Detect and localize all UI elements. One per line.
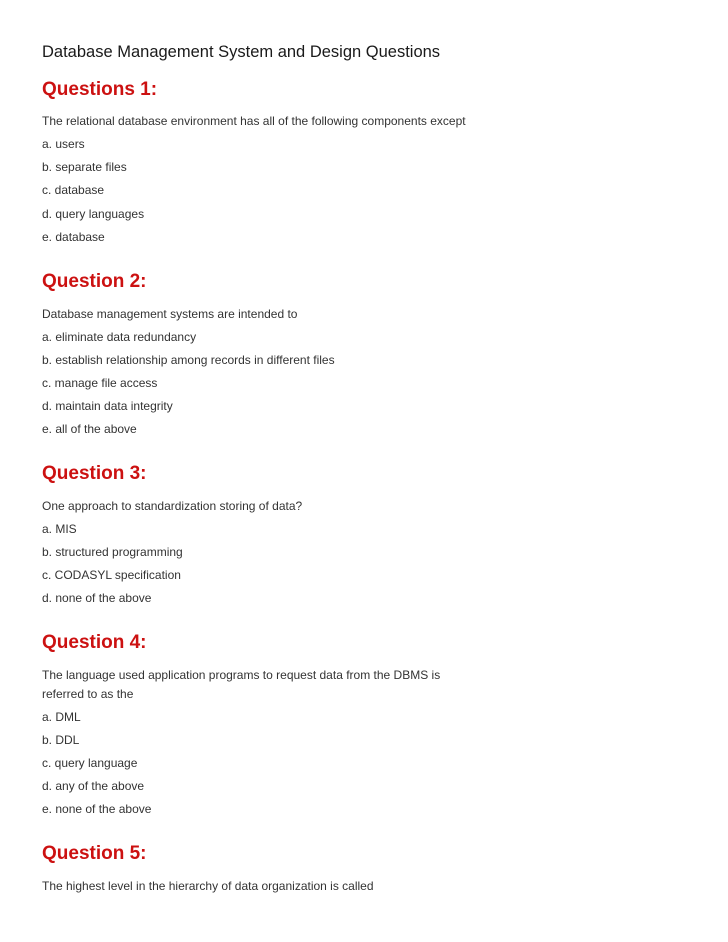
question-4-option-b: b. DDL [42, 733, 80, 747]
question-1-option-d: d. query languages [42, 207, 145, 221]
question-4-prompt-line-1: The language used application programs to request data from the DBMS is [42, 668, 441, 682]
question-2-heading: Question 2: [42, 271, 147, 292]
question-4-heading: Question 4: [42, 632, 147, 653]
question-2-option-b: b. establish relationship among records in different files [42, 353, 335, 367]
question-5-heading: Question 5: [42, 843, 147, 864]
question-1-prompt: The relational database environment has all of the following components except [42, 114, 466, 128]
question-4-option-c: c. query language [42, 756, 138, 770]
question-1-option-b: b. separate files [42, 160, 127, 174]
question-2-prompt: Database management systems are intended to [42, 307, 298, 321]
question-2-option-a: a. eliminate data redundancy [42, 330, 197, 344]
question-4-option-a: a. DML [42, 710, 81, 724]
question-2-option-e: e. all of the above [42, 422, 137, 436]
question-3-option-a: a. MIS [42, 522, 77, 536]
question-3-heading: Question 3: [42, 463, 147, 484]
question-1-option-e: e. database [42, 230, 105, 244]
question-2-option-d: d. maintain data integrity [42, 399, 173, 413]
question-1-heading: Questions 1: [42, 79, 158, 100]
document-title: Database Management System and Design Questions [42, 43, 441, 61]
question-3-option-b: b. structured programming [42, 545, 183, 559]
question-5-prompt: The highest level in the hierarchy of data organization is called [42, 879, 374, 893]
question-3-option-d: d. none of the above [42, 591, 152, 605]
question-4-prompt-line-2: referred to as the [42, 687, 134, 701]
question-1-option-a: a. users [42, 137, 85, 151]
question-3-prompt: One approach to standardization storing of data? [42, 499, 303, 513]
question-3-option-c: c. CODASYL specification [42, 568, 181, 582]
question-2-option-c: c. manage file access [42, 376, 158, 390]
question-4-option-d: d. any of the above [42, 779, 145, 793]
question-4-option-e: e. none of the above [42, 802, 152, 816]
question-1-option-c: c. database [42, 183, 105, 197]
